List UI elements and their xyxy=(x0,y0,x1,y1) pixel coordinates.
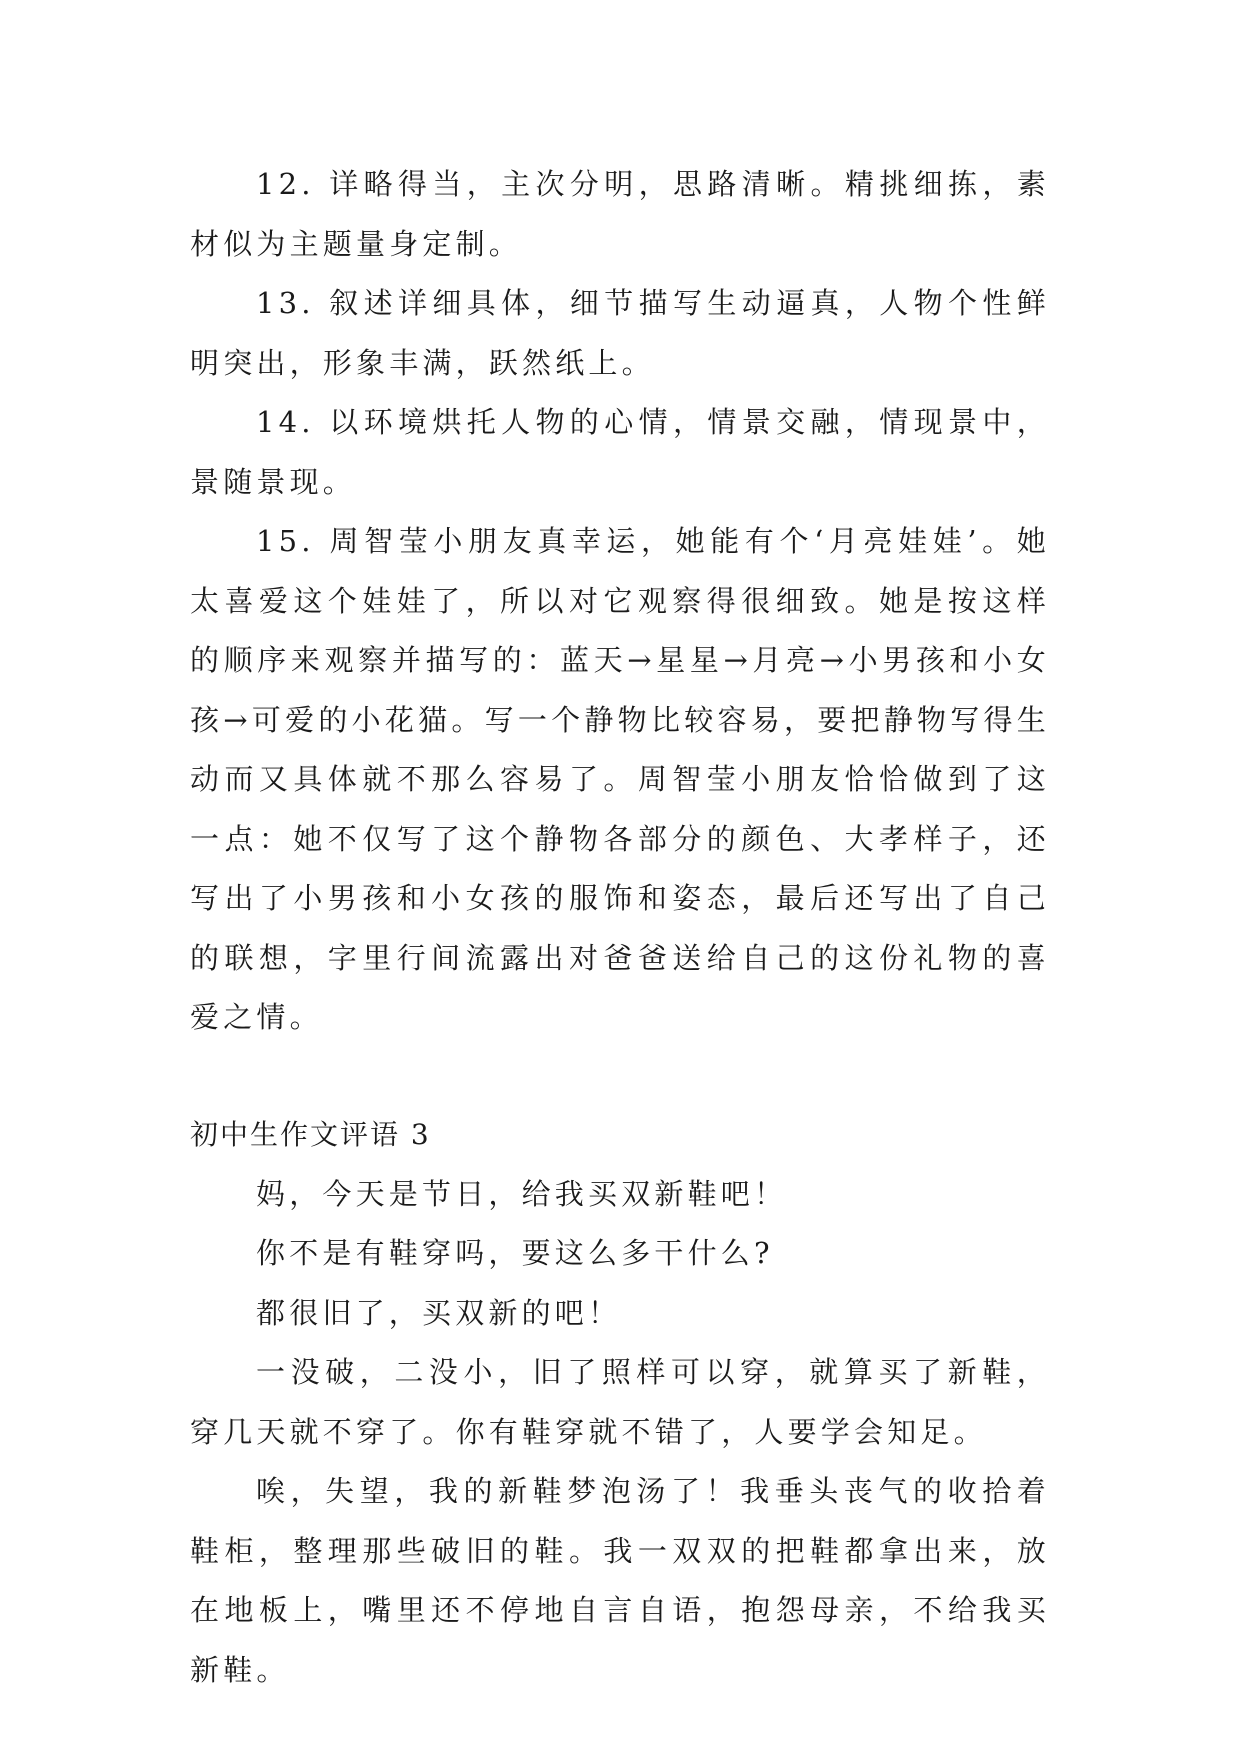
section-title: 初中生作文评语 3 xyxy=(190,1117,431,1151)
comment-13: 13. 叙述详细具体，细节描写生动逼真，人物个性鲜明突出，形象丰满，跃然纸上。 xyxy=(190,286,1050,380)
essay-paragraph: 一没破，二没小，旧了照样可以穿，就算买了新鞋，穿几天就不穿了。你有鞋穿就不错了，人要学会知足。 xyxy=(190,1355,1050,1449)
essay-paragraph: 唉，失望，我的新鞋梦泡汤了！我垂头丧气的收拾着鞋柜，整理那些破旧的鞋。我一双双的把鞋都拿出来，放在地板上，嘴里还不停地自言自语，抱怨母亲，不给我买新鞋。 xyxy=(190,1474,1050,1687)
document-body xyxy=(190,155,1050,1700)
comment-15: 15. 周智莹小朋友真幸运，她能有个‘月亮娃娃’。她太喜爱这个娃娃了，所以对它观察得很细致。她是按这样的顺序来观察并描写的：蓝天→星星→月亮→小男孩和小女孩→可爱的小花猫。写一个静物比较容易，要把静物写得生动而又具体就不那么容易了。周智莹小朋友恰恰做到了这一点：她不仅写了这个静物各部分的颜色、大孝样子，还写出了小男孩和小女孩的服饰和姿态，最后还写出了自己的联想，字里行间流露出对爸爸送给自己的这份礼物的喜爱之情。 xyxy=(190,524,1050,1034)
essay-paragraph: 都很旧了，买双新的吧！ xyxy=(256,1295,622,1330)
comment-12: 12. 详略得当，主次分明，思路清晰。精挑细拣，素材似为主题量身定制。 xyxy=(190,167,1050,261)
essay-paragraph: 妈，今天是节日，给我买双新鞋吧！ xyxy=(256,1176,788,1211)
section-spacer xyxy=(190,1048,1050,1105)
comment-14: 14. 以环境烘托人物的心情，情景交融，情现景中，景随景现。 xyxy=(190,405,1050,499)
essay-paragraph: 你不是有鞋穿吗，要这么多干什么? xyxy=(256,1236,774,1270)
